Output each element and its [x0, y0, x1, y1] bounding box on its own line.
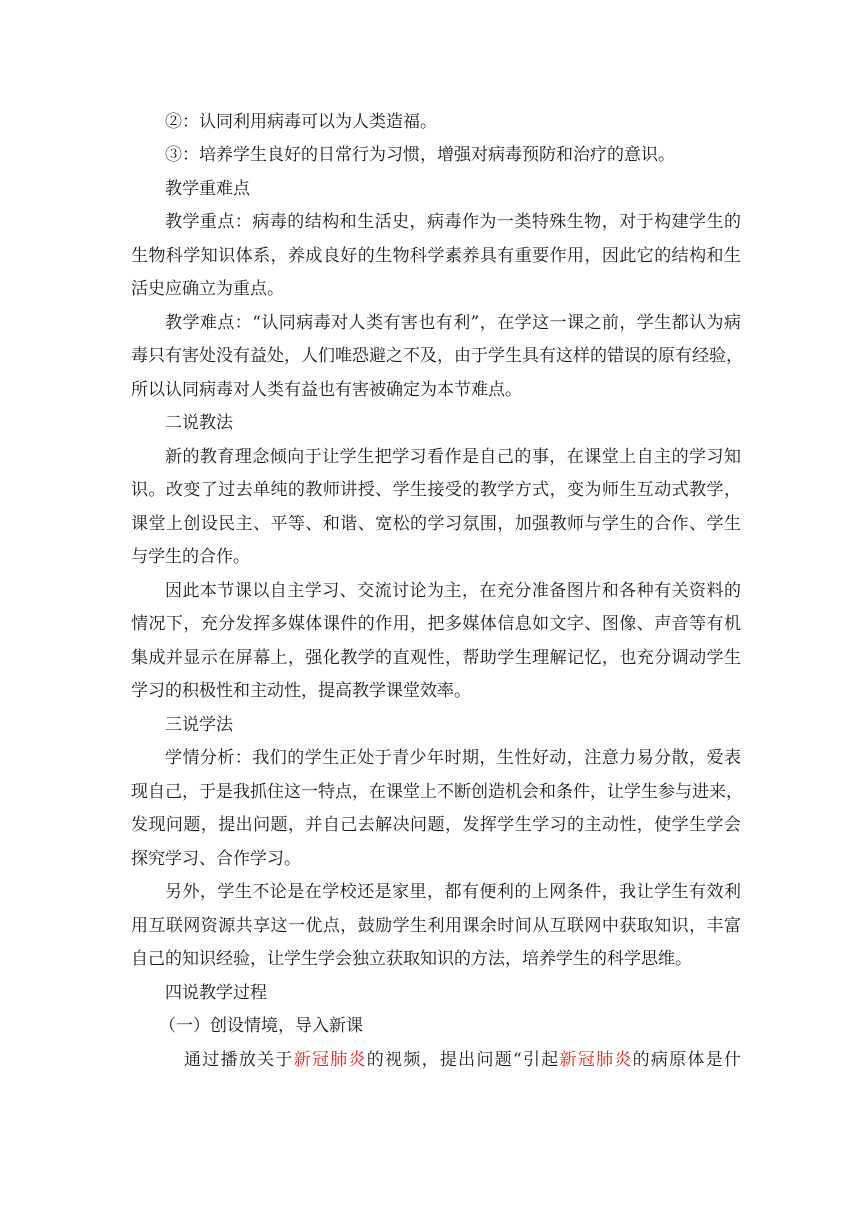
section-heading: 教学重难点 — [165, 179, 250, 199]
highlight-text: 新冠肺炎 — [293, 1050, 367, 1070]
text-line: 学情分析：我们的学生正处于青少年时期，生性好动，注意力易分散，爱表 — [165, 748, 741, 768]
text-line: 教学重点：病毒的结构和生活史，病毒作为一类特殊生物，对于构建学生的 — [165, 212, 741, 232]
text-line: 因此本节课以自主学习、交流讨论为主，在充分准备图片和各种有关资料的 — [165, 581, 741, 601]
text-line: 与学生的合作。 — [131, 547, 250, 567]
text-line: 活史应确立为重点。 — [131, 279, 284, 299]
text-line: 用互联网资源共享这一优点，鼓励学生利用课余时间从互联网中获取知识，丰富 — [131, 916, 741, 936]
text-line: ②：认同利用病毒可以为人类造福。 — [165, 112, 437, 132]
text-line: 另外，学生不论是在学校还是家里，都有便利的上网条件，我让学生有效利 — [165, 882, 741, 902]
text-line: 集成并显示在屏幕上，强化教学的直观性，帮助学生理解记忆，也充分调动学生 — [131, 648, 741, 668]
text-line: 现自己，于是我抓住这一特点，在课堂上不断创造机会和条件，让学生参与进来， — [131, 782, 743, 802]
text-line: 发现问题，提出问题，并自己去解决问题，发挥学生学习的主动性，使学生学会 — [131, 815, 741, 835]
text-line: 自己的知识经验，让学生学会独立获取知识的方法，培养学生的科学思维。 — [131, 949, 692, 969]
text-line: 所以认同病毒对人类有益也有害被确定为本节难点。 — [131, 380, 522, 400]
text-line: 新的教育理念倾向于让学生把学习看作是自己的事，在课堂上自主的学习知 — [165, 447, 741, 467]
text-line: 情况下，充分发挥多媒体课件的作用，把多媒体信息如文字、图像、声音等有机 — [131, 614, 741, 634]
text-line: 教学难点：“认同病毒对人类有害也有利”，在学这一课之前，学生都认为病 — [165, 313, 741, 333]
text-span: 通过播放关于 — [184, 1050, 294, 1070]
section-heading: 四说教学过程 — [165, 983, 267, 1003]
subsection-heading: （一）创设情境，导入新课 — [159, 1016, 363, 1036]
text-span: 的视频，提出问题“引起 — [366, 1050, 560, 1070]
section-heading: 二说教法 — [165, 413, 233, 433]
text-span: 的病原体是什 — [632, 1050, 742, 1070]
text-line-last — [184, 1048, 741, 1072]
section-heading: 三说学法 — [165, 715, 233, 735]
text-line: ③：培养学生良好的日常行为习惯，增强对病毒预防和治疗的意识。 — [165, 145, 675, 165]
text-line: 毒只有害处没有益处，人们唯恐避之不及，由于学生具有这样的错误的原有经验， — [131, 346, 743, 366]
text-line: 课堂上创设民主、平等、和谐、宽松的学习氛围，加强教师与学生的合作、学生 — [131, 514, 741, 534]
text-line: 生物科学知识体系，养成良好的生物科学素养具有重要作用，因此它的结构和生 — [131, 246, 741, 266]
text-line: 学习的积极性和主动性，提高教学课堂效率。 — [131, 681, 471, 701]
highlight-text: 新冠肺炎 — [559, 1050, 633, 1070]
text-line: 识。改变了过去单纯的教师讲授、学生接受的教学方式，变为师生互动式教学， — [131, 480, 741, 500]
text-line: 探究学习、合作学习。 — [131, 849, 301, 869]
